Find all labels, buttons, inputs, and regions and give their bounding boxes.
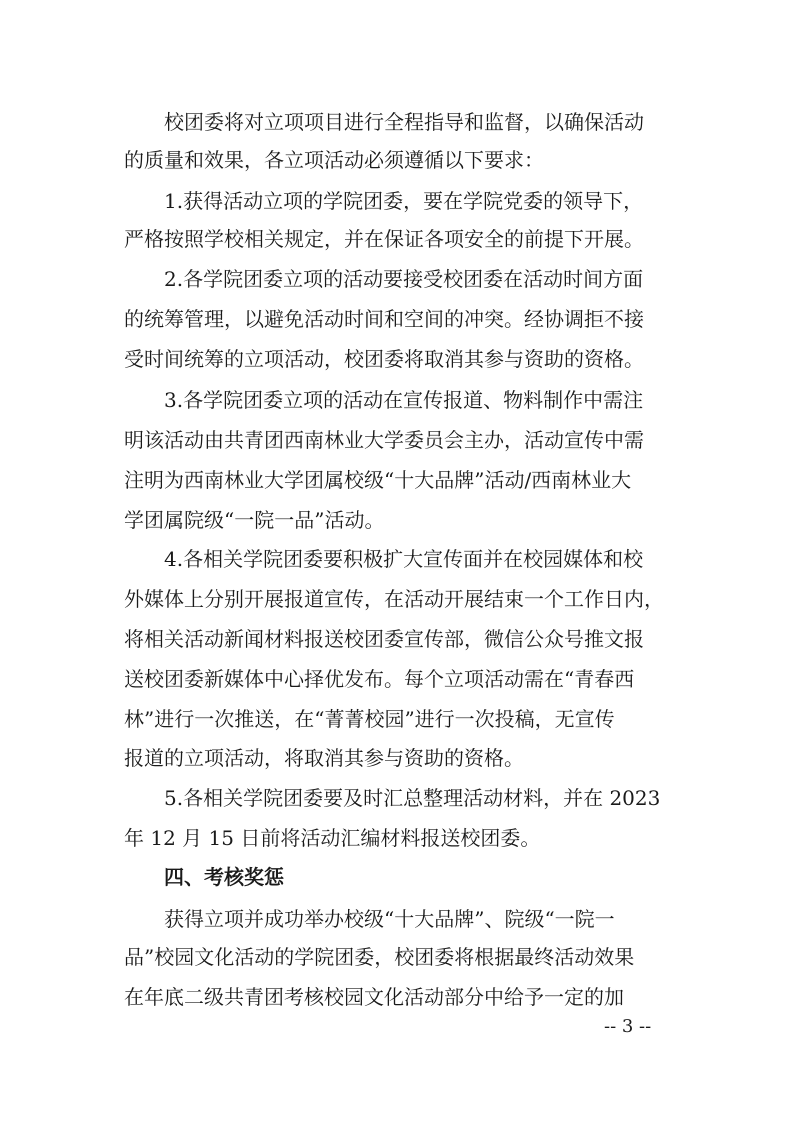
list-item-line: 严格按照学校相关规定，并在保证各项安全的前提下开展。 <box>124 227 644 251</box>
paragraph-line: 的质量和效果，各立项活动必须遵循以下要求： <box>124 148 544 172</box>
paragraph-line: 获得立项并成功举办校级“十大品牌”、院级“一院一 <box>164 907 615 931</box>
list-item-line: 将相关活动新闻材料报送校团委宣传部，微信公众号推文报 <box>124 627 644 651</box>
list-item-line: 注明为西南林业大学团属校级“十大品牌”活动/西南林业大 <box>124 468 632 492</box>
list-item-line: 送校团委新媒体中心择优发布。每个立项活动需在“青春西 <box>124 667 635 691</box>
list-item-line: 4.各相关学院团委要积极扩大宣传面并在校园媒体和校 <box>164 547 644 571</box>
list-item-line: 林”进行一次推送，在“菁菁校园”进行一次投稿，无宣传 <box>124 707 615 731</box>
list-item-line: 3.各学院团委立项的活动在宣传报道、物料制作中需注 <box>164 388 644 412</box>
section-heading: 四、考核奖惩 <box>164 865 284 889</box>
list-item-line: 受时间统筹的立项活动，校团委将取消其参与资助的资格。 <box>124 347 644 371</box>
paragraph-line: 校团委将对立项项目进行全程指导和监督，以确保活动 <box>164 110 644 134</box>
list-item-line: 学团属院级“一院一品”活动。 <box>124 508 385 532</box>
list-item-line: 明该活动由共青团西南林业大学委员会主办，活动宣传中需 <box>124 428 644 452</box>
list-item-line: 外媒体上分别开展报道宣传，在活动开展结束一个工作日内， <box>124 587 664 611</box>
list-item-line: 报道的立项活动，将取消其参与资助的资格。 <box>124 746 524 770</box>
list-item-line: 年 12 月 15 日前将活动汇编材料报送校团委。 <box>124 826 541 850</box>
list-item-line: 5.各相关学院团委要及时汇总整理活动材料，并在 2023 <box>164 786 661 810</box>
paragraph-line: 在年底二级共青团考核校园文化活动部分中给予一定的加 <box>124 985 624 1009</box>
list-item-line: 的统筹管理，以避免活动时间和空间的冲突。经协调拒不接 <box>124 307 644 331</box>
list-item-line: 1.获得活动立项的学院团委，要在学院党委的领导下， <box>164 189 644 213</box>
paragraph-line: 品”校园文化活动的学院团委，校团委将根据最终活动效果 <box>124 945 635 969</box>
page-number: -- 3 -- <box>604 1016 652 1037</box>
list-item-line: 2.各学院团委立项的活动要接受校团委在活动时间方面 <box>164 267 644 291</box>
